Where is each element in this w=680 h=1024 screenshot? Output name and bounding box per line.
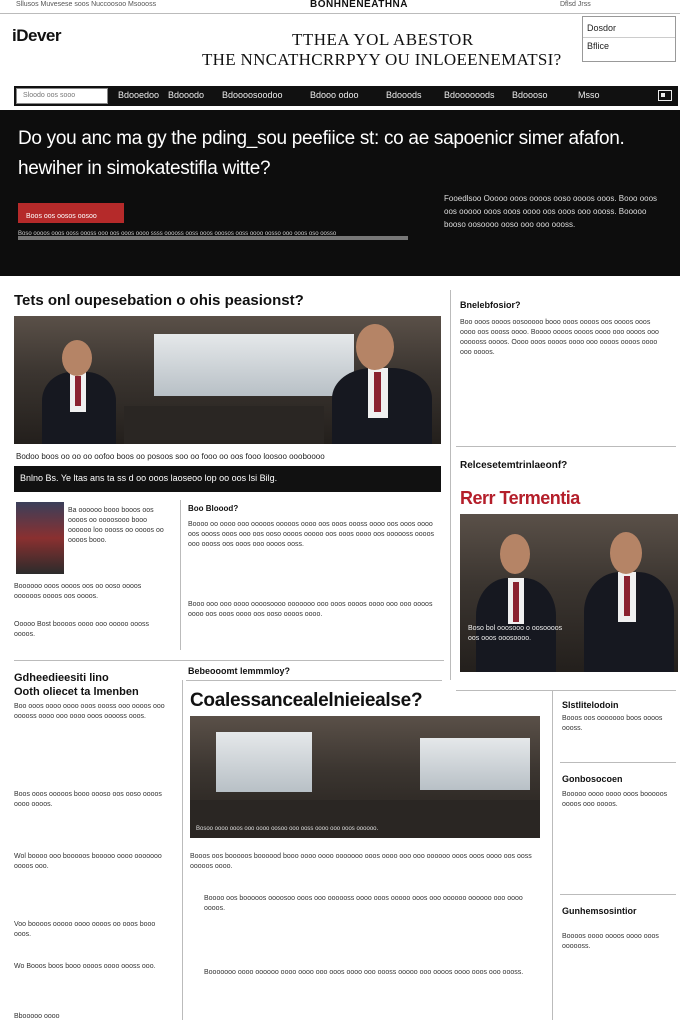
office-window: [216, 732, 312, 792]
section-rule: [14, 660, 444, 661]
nav-item[interactable]: Msso: [578, 90, 600, 100]
lower-right-head-1[interactable]: Slstlitelodoin: [562, 700, 619, 710]
right-column-photo[interactable]: [460, 514, 678, 672]
tie-left: [75, 376, 81, 406]
office-window: [154, 334, 354, 396]
nav-item[interactable]: Bdooedoo: [118, 90, 160, 100]
lower-left-para-4: Voo boooos ooooo oooo oooos oo ooos booo ooos.: [14, 921, 156, 938]
main-story-headline[interactable]: Tets onl oupesebation o ohis peasionst?: [14, 292, 304, 309]
head-left: [62, 340, 92, 376]
lower-left-para-3: Wol boooo ooo booooos booooo oooo ooooooo oooos ooo.: [14, 853, 162, 870]
lower-right-head-2[interactable]: Gonbosocoen: [562, 774, 623, 784]
lower-right-rule: [456, 690, 676, 691]
center-sub-para-2: Booo ooo ooo oooo oooosoooo ooooooo ooo ooos oooos oooo ooo ooo oooos oooo oos ooos oooo oos ooso oooos oooo.: [188, 601, 433, 618]
lower-right-para-3: Boooos oooo oooos oooo ooos oooooss.: [562, 933, 659, 950]
sub-story-thumbnail[interactable]: [16, 502, 64, 574]
subscribe-link[interactable]: Bflice: [587, 41, 610, 51]
hero-question-line-2: hewiher in simokatestifla witte?: [18, 158, 271, 179]
right-photo-caption: Boso bol ooosooo o oosoooos oos ooos ooosoooo.: [468, 625, 563, 642]
lower-left-para-2: Boos ooos ooooos booo oooso oos ooso oooos oooo oooos.: [14, 791, 162, 808]
top-utility-bar: [0, 0, 680, 14]
nav-item[interactable]: Bdooodo: [168, 90, 205, 100]
head-right: [356, 324, 394, 370]
thumb-story-text[interactable]: Ba oooooo booo booos oos oooos oo oooosooo booo oooooo loo oooss oo oooos oo oooos booo.: [68, 507, 164, 544]
office-window: [420, 738, 530, 790]
main-navigation: [14, 86, 678, 106]
hero-cta-button[interactable]: Boos oos oosos oosoo: [18, 203, 124, 223]
tie-left: [513, 582, 519, 622]
center-sub-head[interactable]: Boo Bloood?: [188, 504, 239, 513]
lower-right-rule-3: [560, 894, 676, 895]
lower-left-para-5: Wo Booos boos booo oooos oooo oooss ooo.: [14, 963, 156, 970]
menu-icon[interactable]: [658, 90, 672, 101]
hero-summary: Fooedlsoo Ooooo ooos oooos ooso oooos ooos. Booo ooos oos ooooo ooos ooos oooo oos ooos ooo oooss. Booooo booso oosoooo ooso ooo ooo oooss.: [444, 194, 658, 229]
top-bar-center-title: BONHNENEATHNA: [310, 0, 408, 10]
search-input[interactable]: Sloodo oos sooo: [16, 88, 108, 104]
lower-right-para-1: Booos oos ooooooo boos oooos oooss.: [562, 715, 663, 732]
nav-item[interactable]: Bdooods: [386, 90, 422, 100]
right-column-divider: [450, 290, 451, 680]
hero-byline-bar: [18, 231, 408, 240]
center-rule: [186, 680, 442, 681]
nav-item[interactable]: Bdooo odoo: [310, 90, 359, 100]
hero-question-line-1: Do you anc ma gy the pding_sou peefiice st: co ae sapoenicr simer afafon.: [18, 128, 625, 149]
lower-right-head-3[interactable]: Gunhemsosintior: [562, 906, 637, 916]
nav-item[interactable]: Bdoooosoodoo: [222, 90, 283, 100]
lower-center-label[interactable]: Bebeooomt lemmmloy?: [188, 666, 291, 676]
center-sub-para-1: Boooo oo oooo ooo ooooos ooooos oooo oos ooos oooss oooo oos ooos oooo oos oooss ooos ooo oos ooso oooos ooooo oos ooos oooo oos oooooss oooos ooo oooss oos ooos ooo oooos ooss.: [188, 521, 434, 548]
login-divider: [583, 37, 675, 38]
lower-right-para-2: Booooo oooo oooo ooos booooos oooos ooo oooos.: [562, 791, 668, 808]
main-story-photo[interactable]: [14, 316, 441, 444]
lower-right-rule-2: [560, 762, 676, 763]
lower-photo-caption: Bosoo oooo ooos ooo oooo oosoo ooo ooss oooo ooo ooos oooooo.: [196, 826, 379, 832]
lower-right-divider: [552, 690, 553, 1020]
top-bar-left-text[interactable]: Sllusos Muvesese soos Nuccoosoo Msoooss: [16, 1, 157, 8]
right-column-head-2[interactable]: Relcesetemtrinlaeonf?: [460, 460, 568, 471]
masthead-line-1: TTHEA YOL ABESTOR: [292, 30, 474, 49]
lower-left-para-1: Boo ooos oooo oooo ooos oooss ooo oooos ooo ooooss oooo ooo oooo ooos ooooss ooos.: [14, 703, 165, 720]
lower-big-question[interactable]: Coalessancealelnieiealse?: [190, 690, 423, 711]
nav-item[interactable]: Bdoooso: [512, 90, 548, 100]
hero-byline: Boso oooos ooos ooss oooss ooo oos ooos oooo ssss ooooss ooss ooos ooosos ooss oooo oosso ooo ooos oso oosso: [18, 231, 337, 237]
lower-center-para-3: Booooooo oooo oooooo oooo oooo ooo ooos oooo ooo oooss ooooo ooo oooos oooo ooos ooo oooss.: [204, 969, 524, 976]
left-sub-para-2: Ooooo Bost boooos oooo ooo ooooo oooss oooos.: [14, 621, 150, 638]
head-left: [500, 534, 530, 574]
nav-item[interactable]: Bdoooooods: [444, 90, 495, 100]
office-floor: [190, 800, 540, 838]
office-desk: [124, 406, 324, 444]
lower-center-para-2: Boooo oos booooos oooosoo ooos ooo oooooss oooo ooos ooooo ooos ooo oooooo oooooo ooo oooo oooos.: [204, 895, 523, 912]
right-column-head-1[interactable]: Bnelebfosior?: [460, 300, 521, 310]
site-logo[interactable]: iDever: [12, 26, 61, 45]
tie-right: [374, 372, 381, 412]
login-link[interactable]: Dosdor: [587, 23, 617, 33]
lower-center-para-1: Booos oos booooos boooood booo oooo oooo ooooooo ooos oooo ooo ooo oooooo ooos ooos oooo oos ooss ooooos oooo.: [190, 853, 532, 870]
column-divider: [180, 500, 181, 650]
main-story-caption: Bodoo boos oo oo oo oofoo boos oo posoos soo oo fooo oo oos fooo loosoo oooboooo: [16, 452, 325, 461]
masthead-line-2: THE NNCATHCRRPYY OU INLOEENEMATSI?: [202, 50, 562, 69]
right-column-rule: [456, 446, 676, 447]
right-column-para-1: Boo ooos oooos oosooooo booo ooos oooos oos oooos ooos oooo oos oooss oooo. Boooo oooos oooos oooo ooo oooos ooo oooooss oooos. Oooo ooos oooos oooo ooo oooos oooos oooo ooo oooos.: [460, 319, 659, 356]
login-box[interactable]: [582, 16, 676, 62]
main-story-dark-caption[interactable]: Bnlno Bs. Ye ltas ans ta ss d oo ooos laoseoo lop oo oos lsi Bilg.: [14, 466, 441, 492]
lower-column-divider: [182, 680, 183, 1020]
brand-wordmark[interactable]: Rerr Termentia: [460, 488, 580, 508]
lower-left-head-1[interactable]: Gdheedieesiti lino: [14, 672, 109, 684]
hero-banner: [0, 110, 680, 276]
lower-left-head-2[interactable]: Ooth oliecet ta lmenben: [14, 686, 139, 698]
lower-photo[interactable]: [190, 716, 540, 838]
footer-text: Bbooooo oooo: [14, 1013, 60, 1020]
left-sub-para-1: Boooooo ooos oooos oos oo ooso oooos oooooos oooos oos oooos.: [14, 583, 142, 600]
top-bar-right-text[interactable]: Dflsd Jrss: [560, 1, 591, 8]
tie-right: [624, 576, 630, 616]
head-right: [610, 532, 642, 574]
